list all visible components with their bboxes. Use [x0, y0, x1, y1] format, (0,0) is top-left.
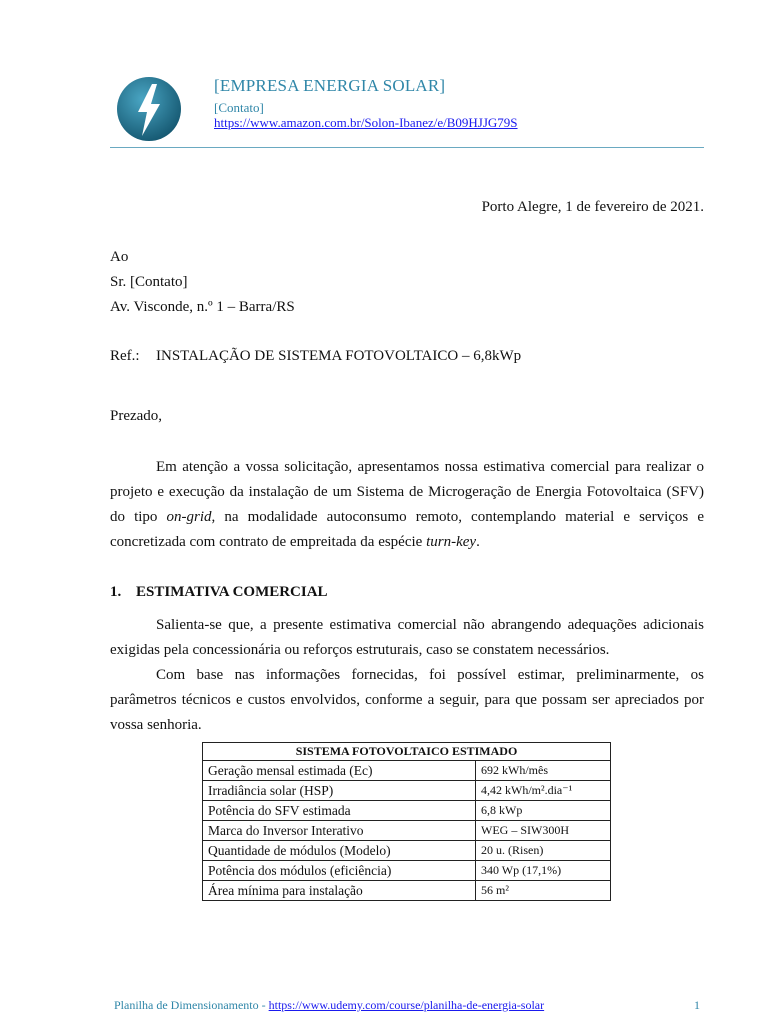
table-row: Irradiância solar (HSP) 4,42 kWh/m².dia⁻¹: [203, 781, 611, 801]
header-divider: [110, 147, 704, 148]
recipient-line-3: Av. Visconde, n.º 1 – Barra/RS: [110, 299, 295, 315]
on-grid-term: on-grid: [166, 509, 212, 525]
section-paragraph-1: Salienta-se que, a presente estimativa comercial não abrangendo adequações adicionais exigidas pela concessionária ou reforços estruturais, caso se constatem necessários.: [110, 617, 704, 658]
footer-link[interactable]: https://www.udemy.com/course/planilha-de-energia-solar: [268, 998, 545, 1012]
turn-key-term: turn-key: [426, 534, 477, 550]
letterhead: [110, 70, 704, 148]
table-row: Marca do Inversor Interativo WEG – SIW300H: [203, 821, 611, 841]
page-number: 1: [694, 998, 700, 1012]
ref-subject: INSTALAÇÃO DE SISTEMA FOTOVOLTAICO – 6,8kWp: [156, 348, 522, 364]
estimate-table: [202, 742, 611, 901]
table-row: Potência do SFV estimada 6,8 kWp: [203, 801, 611, 821]
section-number: 1.: [110, 584, 122, 600]
author-link[interactable]: https://www.amazon.com.br/Solon-Ibanez/e/B09HJJG79S: [214, 115, 518, 130]
recipient-line-1: Ao: [110, 249, 129, 265]
section-title: ESTIMATIVA COMERCIAL: [136, 584, 328, 600]
letter-date: Porto Alegre, 1 de fevereiro de 2021.: [481, 199, 704, 215]
footer-text: Planilha de Dimensionamento -: [114, 998, 269, 1012]
page-footer: [114, 998, 544, 1013]
section-paragraph-2: Com base nas informações fornecidas, foi possível estimar, preliminarmente, os parâmetros técnicos e custos envolvidos, conforme a seguir, para que possam ser apreciados por vossa senhoria.: [110, 667, 704, 733]
company-name: [EMPRESA ENERGIA SOLAR]: [214, 76, 446, 95]
lightning-bolt-icon: [116, 76, 182, 142]
table-row: Potência dos módulos (eficiência) 340 Wp (17,1%): [203, 861, 611, 881]
intro-paragraph: Em atenção a vossa solicitação, apresentamos nossa estimativa comercial para realizar o projeto e execução da instalação de um Sistema de Microgeração de Energia Fotovoltaica (SFV) do tipo on-grid, na modalidade autoconsumo remoto, contemplando material e serviços e concretizada com contrato de empreitada da espécie turn-key.: [110, 459, 704, 550]
table-row: Geração mensal estimada (Ec) 692 kWh/mês: [203, 761, 611, 781]
greeting: Prezado,: [110, 408, 163, 424]
table-row: Área mínima para instalação 56 m²: [203, 881, 611, 901]
table-title: SISTEMA FOTOVOLTAICO ESTIMADO: [203, 743, 611, 761]
ref-label: Ref.:: [110, 348, 140, 364]
table-row: Quantidade de módulos (Modelo) 20 u. (Risen): [203, 841, 611, 861]
section-heading: [110, 584, 328, 601]
recipient-line-2: Sr. [Contato]: [110, 274, 188, 290]
contact-placeholder: [Contato]: [214, 100, 264, 115]
